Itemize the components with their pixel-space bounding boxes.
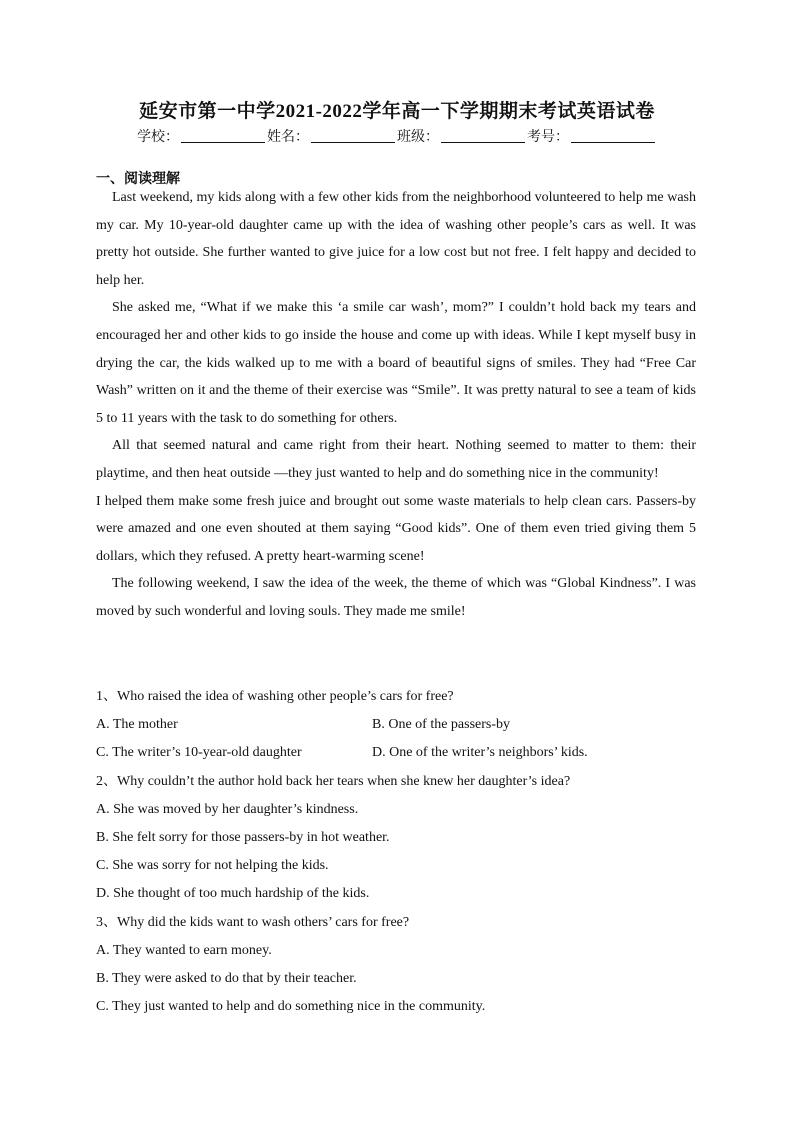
school-blank bbox=[181, 128, 265, 143]
name-blank bbox=[311, 128, 395, 143]
question-2-option-b: B. She felt sorry for those passers-by in hot weather. bbox=[96, 830, 390, 845]
exam-number-blank bbox=[571, 128, 655, 143]
question-1-options-row-2 bbox=[96, 739, 696, 767]
question-3-option-a: A. They wanted to earn money. bbox=[96, 943, 272, 958]
class-blank bbox=[441, 128, 525, 143]
passage-paragraph-2: She asked me, “What if we make this ‘a smile car wash’, mom?” I couldn’t hold back my tears and encouraged her and other kids to go inside the house and come up with ideas. While I kept myself busy in drying the car, the kids walked up to me with a board of beautiful signs of smiles. They had “Free Car Wash” written on it and the theme of their exercise was “Smile”. It was pretty natural to see a team of kids 5 to 11 years with the task to do something for others. bbox=[96, 300, 696, 426]
passage-paragraph-3: All that seemed natural and came right from their heart. Nothing seemed to matter to them: their playtime, and then heat outside —they just wanted to help and do something nice in the community! bbox=[96, 438, 696, 481]
question-3-stem: 3、Why did the kids want to wash others’ cars for free? bbox=[96, 915, 410, 930]
question-2-option-d: D. She thought of too much hardship of the kids. bbox=[96, 886, 370, 901]
student-info-line bbox=[0, 126, 794, 146]
school-label: 学校： bbox=[137, 130, 179, 145]
class-label: 班级： bbox=[397, 130, 439, 145]
question-2-option-c: C. She was sorry for not helping the kids. bbox=[96, 858, 329, 873]
question-1-option-b: B. One of the passers-by bbox=[372, 717, 511, 732]
question-1-option-c: C. The writer’s 10-year-old daughter bbox=[96, 745, 302, 760]
passage-paragraph-4: I helped them make some fresh juice and brought out some waste materials to help clean cars. Passers-by were amazed and one even shouted at them saying “Good kids”. One of them even tried giving them 5 dollars, which they refused. A pretty heart-warming scene! bbox=[96, 493, 696, 564]
exam-number-label: 考号： bbox=[527, 130, 569, 145]
question-1-option-d: D. One of the writer’s neighbors’ kids. bbox=[372, 745, 588, 760]
name-label: 姓名： bbox=[267, 130, 309, 145]
reading-passage bbox=[96, 184, 696, 626]
question-2-stem: 2、Why couldn’t the author hold back her tears when she knew her daughter’s idea? bbox=[96, 774, 571, 789]
section-title: 一、阅读理解 bbox=[96, 172, 180, 187]
question-3-option-b: B. They were asked to do that by their teacher. bbox=[96, 971, 357, 986]
question-1-options-row-1 bbox=[96, 711, 696, 739]
question-1-option-a: A. The mother bbox=[96, 717, 178, 732]
passage-paragraph-5: The following weekend, I saw the idea of the week, the theme of which was “Global Kindness”. I was moved by such wonderful and loving souls. They made me smile! bbox=[96, 576, 696, 619]
question-list bbox=[96, 682, 696, 1021]
exam-title: 延安市第一中学2021-2022学年高一下学期期末考试英语试卷 bbox=[139, 101, 655, 122]
question-3-option-c: C. They just wanted to help and do something nice in the community. bbox=[96, 999, 486, 1014]
passage-paragraph-1: Last weekend, my kids along with a few other kids from the neighborhood volunteered to help me wash my car. My 10-year-old daughter came up with the idea of washing other people’s cars as well. It was pretty hot outside. She further wanted to give juice for a low cost but not free. I felt happy and decided to help her. bbox=[96, 190, 696, 288]
question-1-stem: 1、Who raised the idea of washing other people’s cars for free? bbox=[96, 689, 454, 704]
question-2-option-a: A. She was moved by her daughter’s kindness. bbox=[96, 802, 359, 817]
